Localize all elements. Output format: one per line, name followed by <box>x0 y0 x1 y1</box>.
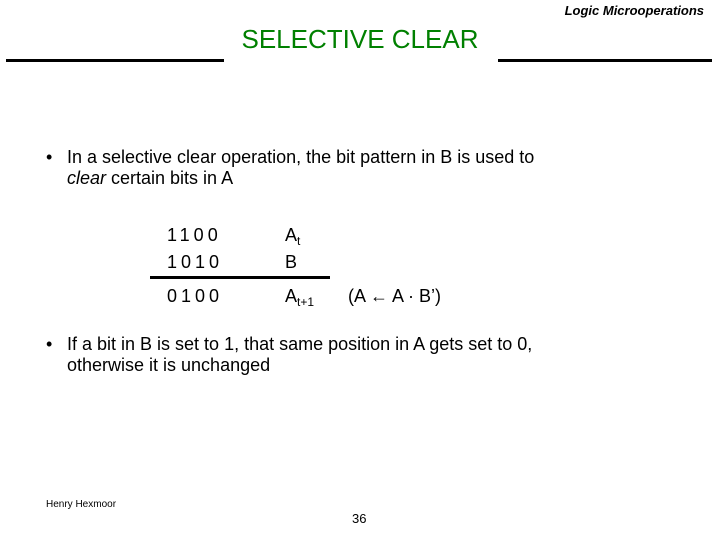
bullet-text <box>67 147 667 189</box>
label-text: B <box>285 252 298 272</box>
label-a-t1 <box>285 286 314 309</box>
title-rule-left <box>6 59 224 62</box>
label-subscript: t+1 <box>297 295 315 309</box>
bits-row-a: 1100 <box>167 225 222 245</box>
bullet-line: If a bit in B is set to 1, that same position in A gets set to 0, <box>67 334 533 354</box>
result-divider <box>150 276 330 279</box>
label-b <box>285 252 297 273</box>
bits-row-result: 0100 <box>167 286 224 306</box>
page-number: 36 <box>352 511 367 526</box>
footer-author: Henry Hexmoor <box>46 499 117 510</box>
section-header: Logic Microoperations <box>564 3 704 18</box>
label-a-t <box>285 225 300 248</box>
label-subscript: t <box>297 234 301 248</box>
slide-title: SELECTIVE CLEAR <box>241 24 479 54</box>
label-text: A <box>285 225 298 245</box>
bullet-marker: • <box>46 334 53 354</box>
bullet-emphasis: clear <box>67 168 107 188</box>
bullet-text <box>67 334 667 376</box>
bullet-marker: • <box>46 147 53 167</box>
bullet-line: In a selective clear operation, the bit pattern in B is used to <box>67 147 535 167</box>
title-rule-right <box>498 59 712 62</box>
bits-row-b: 1010 <box>167 252 224 272</box>
label-text: A <box>285 286 298 306</box>
clear-formula: (A ← A · B’) <box>348 286 442 306</box>
bullet-line: certain bits in A <box>106 168 234 188</box>
bullet-line: otherwise it is unchanged <box>67 355 271 375</box>
